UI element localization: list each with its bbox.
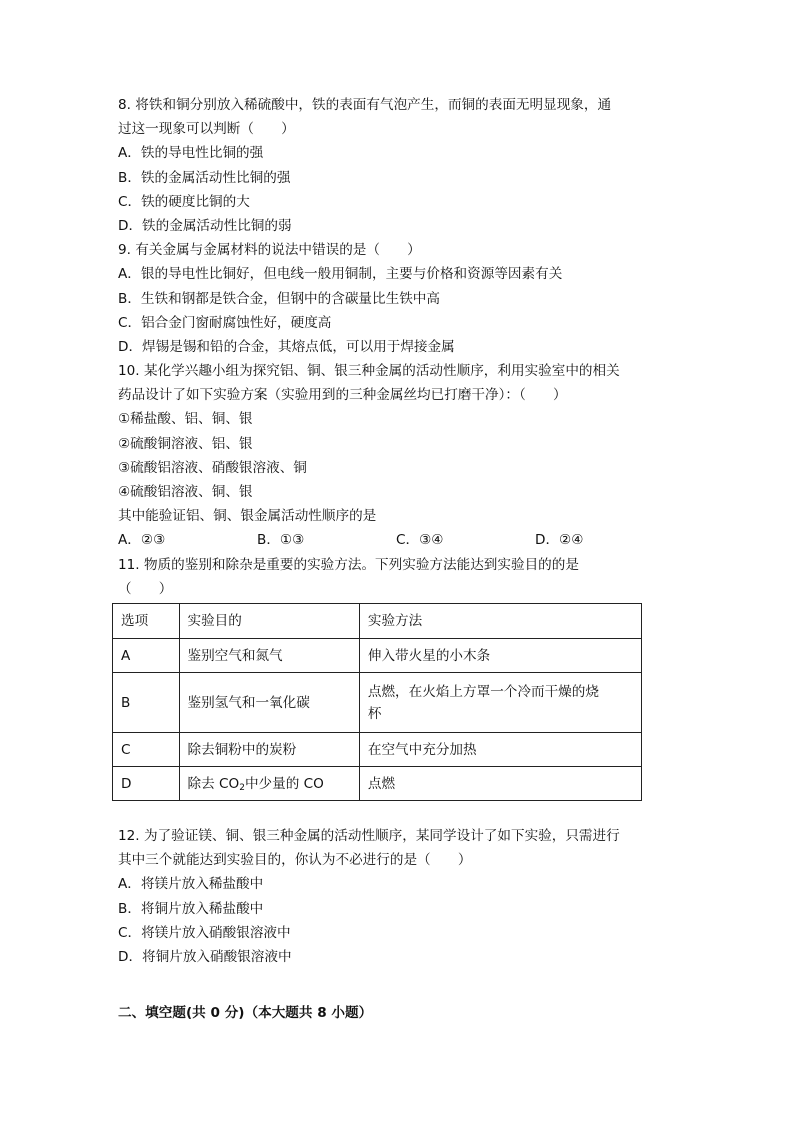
row-method-line1: 点燃，在火焰上方罩一个冷而干燥的烧 [367,683,599,700]
q8-option-d: D．铁的金属活动性比铜的弱 [118,217,292,234]
q10-option-a: A．②③ [118,532,166,549]
header-option: 选项 [113,604,180,639]
table-row [113,639,642,673]
row-goal [179,767,359,801]
header-method: 实验方法 [359,604,641,639]
q10-stem-line1: 10. 某化学兴趣小组为探究铝、铜、银三种金属的活动性顺序，利用实验室中的相关 [118,363,620,380]
row-option: B [113,673,180,733]
q10-scheme-2: ②硫酸铜溶液、铝、银 [118,435,253,452]
q8-option-c: C．铁的硬度比铜的大 [118,193,250,210]
q8-stem-line1: 8. 将铁和铜分别放入稀硫酸中，铁的表面有气泡产生，而铜的表面无明显现象，通 [118,97,612,113]
subscript-2: 2 [239,782,245,793]
q9-option-c: C．铝合金门窗耐腐蚀性好，硬度高 [118,314,332,331]
row-method [359,673,641,733]
q11-stem-line2: （ ） [118,580,173,597]
q10-scheme-4: ④硫酸铝溶液、铜、银 [118,484,253,500]
row-method: 在空气中充分加热 [359,733,641,767]
row-goal: 鉴别氢气和一氧化碳 [179,673,359,733]
q12-option-c: C．将镁片放入硝酸银溶液中 [118,924,291,941]
q10-option-d: D．②④ [535,532,584,549]
q12-stem-line2: 其中三个就能达到实验目的，你认为不必进行的是（ ） [118,852,472,869]
q10-options [118,528,678,552]
q9-option-b: B．生铁和钢都是铁合金，但钢中的含碳量比生铁中高 [118,290,440,307]
table-row [113,767,642,801]
q10-option-b: B．①③ [257,532,305,549]
q12-option-d: D．将铜片放入硝酸银溶液中 [118,948,292,965]
row-goal: 除去铜粉中的炭粉 [179,733,359,767]
q8-option-b: B．铁的金属活动性比铜的强 [118,169,291,186]
table-row [113,733,642,767]
questions-8-to-11 [118,93,678,601]
q9-option-d: D．焊锡是锡和铅的合金，其熔点低，可以用于焊接金属 [118,338,455,355]
row-option: A [113,639,180,673]
q8-option-a: A．铁的导电性比铜的强 [118,145,264,162]
table-row [113,673,642,733]
q9-option-a: A．银的导电性比铜好，但电线一般用铜制，主要与价格和资源等因素有关 [118,266,563,283]
q11-stem-line1: 11. 物质的鉴别和除杂是重要的实验方法。下列实验方法能达到实验目的的是 [118,556,579,573]
q10-scheme-1: ①稀盐酸、铝、铜、银 [118,411,253,428]
q10-scheme-3: ③硫酸铝溶液、硝酸银溶液、铜 [118,459,307,476]
q12-option-b: B．将铜片放入稀盐酸中 [118,900,264,917]
q10-option-c: C．③④ [396,532,444,549]
row-method: 点燃 [359,767,641,801]
q12-option-a: A．将镁片放入稀盐酸中 [118,876,264,893]
row-method: 伸入带火星的小木条 [359,639,641,673]
row-goal: 鉴别空气和氮气 [179,639,359,673]
q10-question: 其中能验证铝、铜、银金属活动性顺序的是 [118,508,377,525]
goal-pre: 除去 CO [187,775,240,792]
goal-post: 中少量的 CO [244,775,324,792]
row-method-line2: 杯 [367,705,382,722]
q11-experiment-table [112,603,642,801]
q8-stem-line2: 过这一现象可以判断（ ） [118,121,295,138]
row-option: D [113,767,180,801]
q9-stem: 9. 有关金属与金属材料的说法中错误的是（ ） [118,242,421,259]
table-header-row [113,604,642,639]
q12-stem-line1: 12. 为了验证镁、铜、银三种金属的活动性顺序，某同学设计了如下实验，只需进行 [118,828,620,844]
header-goal: 实验目的 [179,604,359,639]
row-option: C [113,733,180,767]
q10-stem-line2: 药品设计了如下实验方案（实验用到的三种金属丝均已打磨干净）：（ ） [118,387,567,404]
section-2-heading: 二、填空题(共 0 分)（本大题共 8 小题） [118,1005,373,1021]
question-12 [118,824,678,969]
